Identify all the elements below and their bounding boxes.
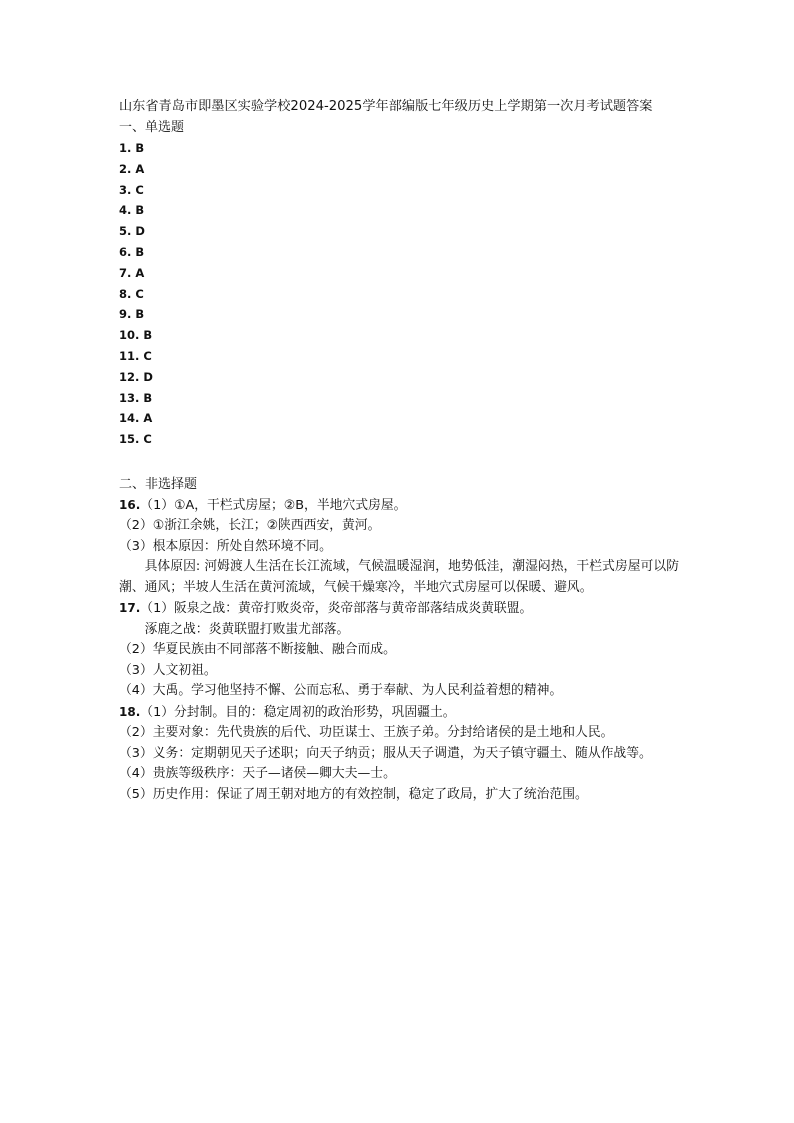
answer-item: 6. B [119, 244, 145, 259]
q18-part-1-text: （1）分封制。目的：稳定周初的政治形势，巩固疆土。 [140, 704, 456, 720]
q17-part-2: （2）华夏民族由不同部落不断接触、融合而成。 [119, 642, 396, 658]
q16-part-2: （2）①浙江余姚，长江；②陕西西安，黄河。 [119, 518, 381, 534]
q16-part-3: （3）根本原因：所处自然环境不同。 [119, 538, 332, 554]
q17-part-4: （4）大禹。学习他坚持不懈、公而忘私、勇于奉献、为人民利益着想的精神。 [119, 683, 563, 699]
question-17 [119, 598, 679, 702]
answer-item: 14. A [119, 411, 153, 426]
q17-part-1-detail: 涿鹿之战：炎黄联盟打败蚩尤部落。 [144, 621, 350, 637]
question-number: 17. [119, 601, 141, 616]
document-content [119, 96, 679, 805]
answer-item: 9. B [119, 307, 145, 322]
section-non-choice-heading: 二、非选择题 [119, 476, 198, 492]
answer-item: 8. C [119, 286, 144, 301]
section-spacer [119, 450, 679, 474]
q16-part-1-text: （1）①A，干栏式房屋；②B，半地穴式房屋。 [140, 497, 407, 513]
question-18 [119, 702, 679, 806]
answer-item: 10. B [119, 328, 153, 343]
answer-item: 7. A [119, 265, 145, 280]
q18-part-1 [119, 702, 679, 724]
question-number: 18. [119, 704, 141, 719]
answer-item: 13. B [119, 390, 153, 405]
q18-part-2: （2）主要对象：先代贵族的后代、功臣谋士、王族子弟。分封给诸侯的是土地和人民。 [119, 725, 614, 741]
answer-item: 2. A [119, 161, 145, 176]
question-number: 16. [119, 497, 141, 512]
answer-item: 1. B [119, 141, 145, 155]
q17-part-1 [119, 598, 679, 620]
answer-item: 4. B [119, 203, 145, 218]
q18-part-3: （3）义务：定期朝见天子述职；向天子纳贡；服从天子调遣，为天子镇守疆土、随从作战等。 [119, 745, 652, 761]
question-16 [119, 495, 679, 599]
section-single-choice-heading: 一、单选题 [119, 120, 185, 135]
answer-item: 11. C [119, 348, 152, 363]
q17-part-3: （3）人文初祖。 [119, 662, 217, 678]
document-title: 山东省青岛市即墨区实验学校2024-2025学年部编版七年级历史上学期第一次月考试题答案 [119, 99, 653, 114]
single-choice-answer-list [119, 138, 679, 450]
answer-item: 12. D [119, 369, 153, 384]
q17-part-1-text: （1）阪泉之战：黄帝打败炎帝，炎帝部落与黄帝部落结成炎黄联盟。 [140, 601, 533, 617]
answer-item: 15. C [119, 432, 152, 447]
q16-part-1 [119, 495, 679, 517]
q16-part-3-detail: 具体原因: 河姆渡人生活在长江流域，气候温暖湿润，地势低洼，潮湿闷热，干栏式房屋可以防潮、通风；半坡人生活在黄河流域，气候干燥寒冷，半地穴式房屋可以保暖、避风。 [119, 559, 679, 595]
q18-part-4: （4）贵族等级秩序：天子—诸侯—卿大夫—士。 [119, 766, 396, 782]
answer-item: 5. D [119, 224, 145, 239]
q18-part-5: （5）历史作用：保证了周王朝对地方的有效控制，稳定了政局，扩大了统治范围。 [119, 786, 588, 802]
answer-item: 3. C [119, 182, 144, 197]
